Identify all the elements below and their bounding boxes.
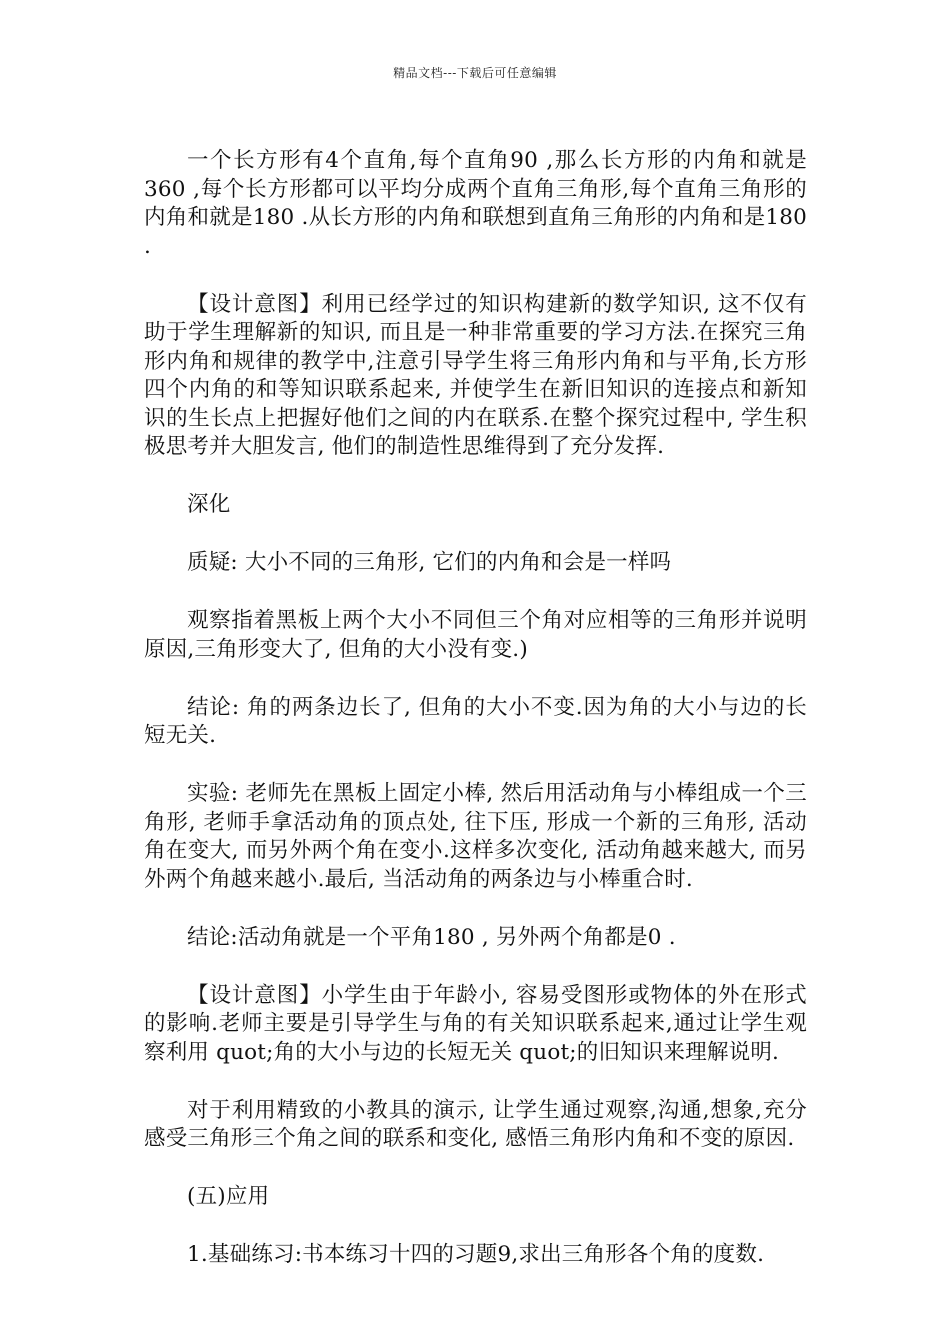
paragraph: 【设计意图】利用已经学过的知识构建新的数学知识, 这不仅有助于学生理解新的知识, 而且是一种非常重要的学习方法.在探究三角形内角和规律的教学中,注意引导学生将三角形内角和与平角,长方形四个内角的和等知识联系起来, 并使学生在新旧知识的连接点和新知识的生长点上把握好他们之间的内在联系.在整个探究过程中, 学生积极思考并大胆发言, 他们的制造性思维得到了充分发挥. (144, 291, 807, 459)
paragraph: 一个长方形有4个直角,每个直角90 ,那么长方形的内角和就是360 ,每个长方形都可以平均分成两个直角三角形,每个直角三角形的内角和就是180 .从长方形的内角和联想到直角三角形的内角和是180 . (144, 148, 807, 259)
paragraph: 【设计意图】小学生由于年龄小, 容易受图形或物体的外在形式的影响.老师主要是引导学生与角的有关知识联系起来,通过让学生观察利用 quot;角的大小与边的长短无关 quot;的旧知识来理解说明. (144, 982, 807, 1065)
section-heading: 深化 (187, 492, 231, 517)
paragraph: 观察指着黑板上两个大小不同但三个角对应相等的三角形并说明原因,三角形变大了, 但角的大小没有变.) (144, 608, 807, 662)
paragraph: 实验: 老师先在黑板上固定小棒, 然后用活动角与小棒组成一个三角形, 老师手拿活动角的顶点处, 往下压, 形成一个新的三角形, 活动角在变大, 而另外两个角在变小.这样多次变化, 活动角越来越大, 而另外两个角越来越小.最后, 当活动角的两条边与小棒重合时. (144, 781, 807, 892)
paragraph: 质疑: 大小不同的三角形, 它们的内角和会是一样吗 (187, 550, 672, 575)
paragraph: 结论: 角的两条边长了, 但角的大小不变.因为角的大小与边的长短无关. (144, 694, 807, 748)
section-heading: (五)应用 (187, 1184, 270, 1209)
document-body (144, 147, 807, 1299)
paragraph: 1.基础练习:书本练习十四的习题9,求出三角形各个角的度数. (187, 1242, 765, 1267)
paragraph: 结论:活动角就是一个平角180 , 另外两个角都是0 . (187, 924, 676, 950)
paragraph: 对于利用精致的小教具的演示, 让学生通过观察,沟通,想象,充分感受三角形三个角之间的联系和变化, 感悟三角形内角和不变的原因. (144, 1097, 807, 1151)
page-header: 精品文档---下载后可任意编辑 (393, 66, 557, 80)
